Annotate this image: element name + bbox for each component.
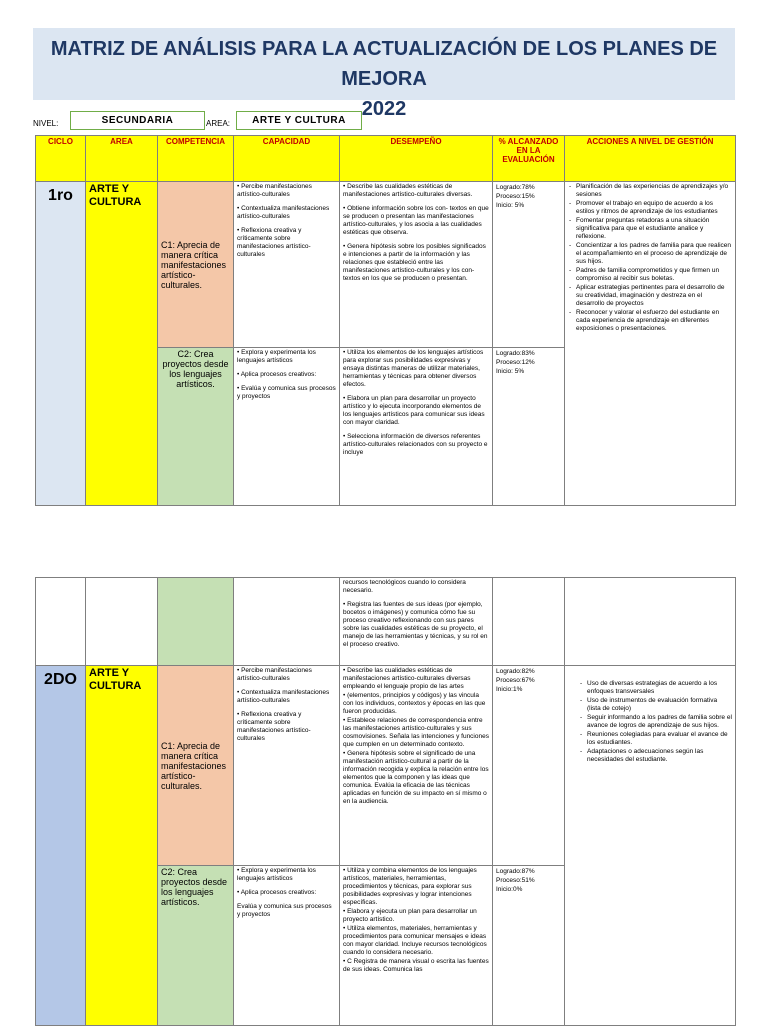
area-label: AREA: (206, 119, 231, 128)
desempeno-item: recursos tecnológicos cuando lo considera necesario. (343, 579, 466, 594)
desempeno-item: • Establece relaciones de correspondencia entre las manifestaciones artístico-culturales y sus cosmovisiones. Señala las intenciones y funciones que cumplen en un determinado contexto. (343, 717, 489, 748)
ciclo-cell-2: 2DO (36, 666, 86, 1026)
header-desempeno: DESEMPEÑO (340, 136, 493, 182)
accion-item: - Planificación de las experiencias de aprendizajes y/o sesiones (576, 183, 732, 199)
header-competencia: COMPETENCIA (158, 136, 234, 182)
capacidad-item: • Percibe manifestaciones artístico-culturales (237, 183, 312, 198)
header-area: AREA (86, 136, 158, 182)
capacidad-item: • Contextualiza manifestaciones artístico-culturales (237, 689, 330, 704)
accion-item: - Reconocer y valorar el esfuerzo del estudiante en cada experiencia de aprendizaje en diferentes exposiciones o presentaciones. (576, 309, 732, 333)
area-cell: ARTE Y CULTURA (86, 182, 158, 506)
nivel-value: SECUNDARIA (70, 111, 205, 130)
capacidad-item: • Contextualiza manifestaciones artístico-culturales (237, 205, 330, 220)
competencia-c2-2: C2: Crea proyectos desde los lenguajes artísticos. (158, 866, 234, 1026)
capacidad-cont (234, 578, 340, 666)
competencia-c1: C1: Aprecia de manera crítica manifestaciones artístico-culturales. (158, 182, 234, 348)
accion-item: - Seguir informando a los padres de familia sobre el avance de logros de aprendizaje de sus hijos. (587, 714, 732, 730)
competencia-c1-2: C1: Aprecia de manera crítica manifestaciones artístico-culturales. (158, 666, 234, 866)
desempeno-item: • Registra las fuentes de sus ideas (por ejemplo, bocetos o imágenes) y comunica cómo fue su proceso creativo reflexionando con sus pares sobre las cualidades estéticas de su proyecto, el manejo de las herramientas y técnicas, y su rol en el proceso creativo. (343, 601, 488, 648)
header-alcanzado: % ALCANZADO EN LA EVALUACIÓN (493, 136, 565, 182)
accion-item: - Uso de instrumentos de evaluación formativa (lista de cotejo) (587, 697, 732, 713)
nivel-label: NIVEL: (33, 119, 59, 128)
acciones-cont (565, 578, 736, 666)
desempeno-item: • (elementos, principios y códigos) y las vincula con los individuos, contextos y épocas en las que fueron producidas. (343, 692, 486, 715)
capacidad-item: • Reflexiona creativa y críticamente sobre manifestaciones artístico-culturales (237, 227, 311, 258)
accion-item: - Adaptaciones o adecuaciones según las necesidades del estudiante. (587, 748, 732, 764)
desempeno-item: • Genera hipótesis sobre los posibles significados e intenciones a partir de la información y las relaciones que estableció entre las manifestaciones artístico-culturales y los con- textos en los que se producen o presentan. (343, 243, 486, 282)
desempeno-c2-2 (340, 866, 493, 1026)
desempeno-item: • Obtiene información sobre los con- textos en que se producen o presentan las manifestaciones artístico-culturales, y los asocia a las cualidades estéticas que observa. (343, 205, 489, 236)
logrado-value: Logrado:82% (496, 668, 535, 675)
desempeno-item: • Elabora un plan para desarrollar un proyecto artístico y lo ejecuta incorporando elementos de los lenguajes artísticos para comunicar sus ideas con mayor claridad. (343, 395, 485, 426)
capacidad-item: • Explora y experimenta los lenguajes artísticos (237, 349, 316, 364)
capacidad-c1 (234, 182, 340, 348)
accion-item: - Promover el trabajo en equipo de acuerdo a los estilos y ritmos de aprendizaje de los estudiantes (576, 200, 732, 216)
proceso-value: Proceso:67% (496, 677, 535, 684)
capacidad-item: • Aplica procesos creativos: (237, 889, 317, 896)
page-title (33, 28, 735, 124)
title-banner (33, 28, 735, 120)
header-acciones: ACCIONES A NIVEL DE GESTIÓN (565, 136, 736, 182)
capacidad-item: • Reflexiona creativa y críticamente sobre manifestaciones artístico-culturales (237, 711, 311, 742)
desempeno-cont (340, 578, 493, 666)
ciclo-cell: 1ro (36, 182, 86, 506)
accion-item: - Fomentar preguntas retadoras a una situación significativa para que el estudiante analice y reflexione. (576, 217, 732, 241)
capacidad-item: • Evalúa y comunica sus procesos y proyectos (237, 385, 336, 400)
logrado-value: Logrado:78% (496, 184, 535, 191)
inicio-value: Inicio:0% (496, 886, 523, 893)
desempeno-c1-2 (340, 666, 493, 866)
competencia-c2: C2: Crea proyectos desde los lenguajes artísticos. (158, 348, 234, 506)
accion-item: - Uso de diversas estrategias de acuerdo a los enfoques transversales (587, 680, 732, 696)
capacidad-c2-2 (234, 866, 340, 1026)
alcanzado-c1-2 (493, 666, 565, 866)
capacidad-item: • Explora y experimenta los lenguajes artísticos (237, 867, 316, 882)
inicio-value: Inicio:1% (496, 686, 523, 693)
desempeno-item: • Selecciona información de diversos referentes artístico-culturales relacionados con su proyecto e incluye (343, 433, 488, 456)
area-cell-2: ARTE Y CULTURA (86, 666, 158, 1026)
area-value: ARTE Y CULTURA (236, 111, 362, 130)
logrado-value: Logrado:87% (496, 868, 535, 875)
desempeno-item: • Genera hipótesis sobre el significado de una manifestación artístico-cultural a partir de la información recogida y explica la relación entre los elementos que la componen y las ideas que comunica. Evalúa la eficacia de las técnicas aplicadas en función de su impacto en sí mismo o en la audiencia. (343, 750, 489, 805)
desempeno-c1 (340, 182, 493, 348)
desempeno-item: • Elabora y ejecuta un plan para desarrollar un proyecto artístico. (343, 908, 477, 923)
logrado-value: Logrado:83% (496, 350, 535, 357)
desempeno-item: • C Registra de manera visual o escrita las fuentes de sus ideas. Comunica las (343, 958, 489, 973)
proceso-value: Proceso:15% (496, 193, 535, 200)
desempeno-item: • Describe las cualidades estéticas de manifestaciones artístico-culturales diversas empleando el lenguaje propio de las artes (343, 667, 471, 690)
desempeno-c2 (340, 348, 493, 506)
alcanzado-cont (493, 578, 565, 666)
alcanzado-c1 (493, 182, 565, 348)
title-line-1: MATRIZ DE ANÁLISIS PARA LA ACTUALIZACIÓN DE LOS PLANES DE MEJORA (50, 38, 718, 90)
desempeno-item: • Describe las cualidades estéticas de manifestaciones artístico-culturales diversas. (343, 183, 473, 198)
accion-item: - Aplicar estrategias pertinentes para el desarrollo de su creatividad, imaginación y destreza en el desarrollo de proyectos (576, 284, 732, 308)
capacidad-item: • Aplica procesos creativos: (237, 371, 317, 378)
alcanzado-c2 (493, 348, 565, 506)
accion-item: - Reuniones colegiadas para evaluar el avance de los estudiantes. (587, 731, 732, 747)
header-capacidad: CAPACIDAD (234, 136, 340, 182)
desempeno-item: • Utiliza los elementos de los lenguajes artísticos para explorar sus posibilidades expresivas y ensaya distintas maneras de utilizar materiales, herramientas y técnicas para obtener diversos efectos. (343, 349, 484, 388)
inicio-value: Inicio: 5% (496, 368, 525, 375)
desempeno-item: • Utiliza elementos, materiales, herramientas y procedimientos para comunicar mensajes e ideas con mayor claridad. Incluye recursos tecnológicos cuando lo considera necesario. (343, 925, 487, 956)
proceso-value: Proceso:12% (496, 359, 535, 366)
capacidad-item: Evalúa y comunica sus procesos y proyectos (237, 903, 332, 918)
alcanzado-c2-2 (493, 866, 565, 1026)
capacidad-c2 (234, 348, 340, 506)
capacidad-item: • Percibe manifestaciones artístico-culturales (237, 667, 312, 682)
accion-item: - Concientizar a los padres de familia para que realicen el acompañamiento en el proceso de aprendizaje de sus hijos. (576, 242, 732, 266)
desempeno-item: • Utiliza y combina elementos de los lenguajes artísticos, materiales, herramientas, procedimientos y técnicas, para explorar sus posibilidades expresivas y lograr intenciones específicas. (343, 867, 477, 906)
competencia-cont (158, 578, 234, 666)
area-cell-empty (86, 578, 158, 666)
capacidad-c1-2 (234, 666, 340, 866)
matrix-table-2 (35, 577, 736, 1026)
acciones-cell (565, 182, 736, 506)
header-ciclo: CICLO (36, 136, 86, 182)
proceso-value: Proceso:51% (496, 877, 535, 884)
accion-item: - Padres de familia comprometidos y que firmen un compromiso al recibir sus boletas. (576, 267, 732, 283)
inicio-value: Inicio: 5% (496, 202, 525, 209)
matrix-table-1 (35, 135, 736, 506)
ciclo-cell-empty (36, 578, 86, 666)
title-line-2: 2022 (361, 98, 407, 120)
acciones-cell-2 (565, 666, 736, 1026)
